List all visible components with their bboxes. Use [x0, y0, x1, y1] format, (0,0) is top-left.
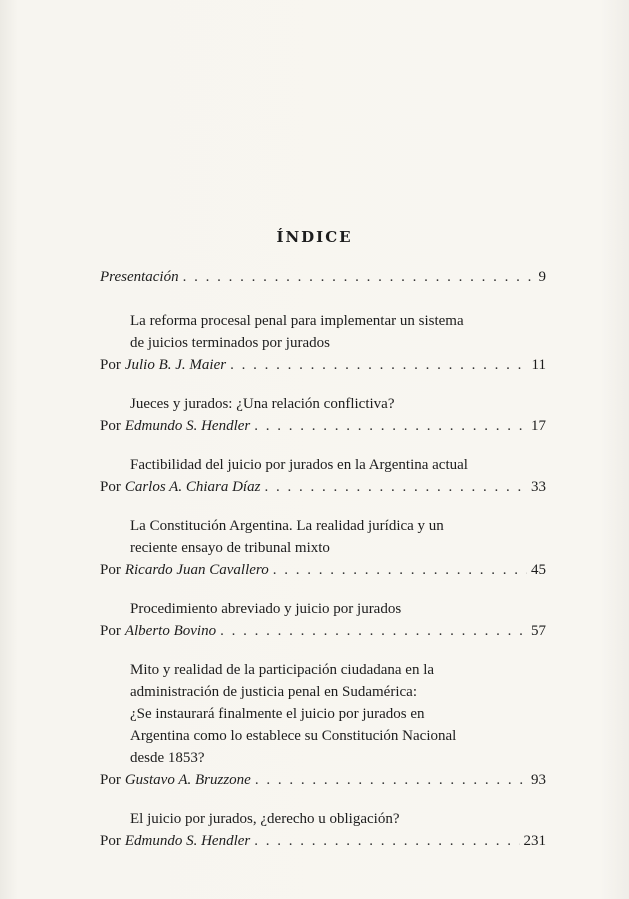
toc-entry	[100, 808, 546, 852]
article-title-line: La Constitución Argentina. La realidad jurídica y un	[130, 518, 444, 534]
leader-dots	[254, 830, 519, 852]
leader-dots	[230, 354, 527, 376]
article-title-line: La reforma procesal penal para implementar un sistema	[130, 313, 464, 329]
page-number: 17	[531, 418, 546, 434]
article-title-line: Jueces y jurados: ¿Una relación conflictiva?	[130, 396, 395, 412]
toc-entry	[100, 393, 546, 437]
page-title: ÍNDICE	[276, 228, 353, 246]
toc-entry	[100, 515, 546, 581]
page-number: 45	[531, 562, 546, 578]
leader-dots	[264, 476, 527, 498]
page-number: 57	[531, 623, 546, 639]
presentation-label: Presentación	[100, 269, 179, 285]
author-prefix: Por	[100, 833, 121, 849]
author-name: Gustavo A. Bruzzone	[124, 772, 251, 788]
leader-dots	[183, 266, 535, 288]
leader-dots	[254, 415, 527, 437]
page-number: 231	[523, 833, 546, 849]
article-title-line: reciente ensayo de tribunal mixto	[130, 540, 330, 556]
leader-dots	[220, 620, 527, 642]
table-of-contents	[100, 266, 546, 852]
author-prefix: Por	[100, 562, 121, 578]
article-title-line: desde 1853?	[130, 750, 205, 766]
article-title-line: administración de justicia penal en Sudamérica:	[130, 684, 417, 700]
author-prefix: Por	[100, 418, 121, 434]
page-number: 11	[531, 357, 546, 373]
article-title-line: de juicios terminados por jurados	[130, 335, 330, 351]
article-title-line: Mito y realidad de la participación ciudadana en la	[130, 662, 435, 678]
article-title-line: Argentina como lo establece su Constitución Nacional	[130, 728, 457, 744]
author-prefix: Por	[100, 357, 121, 373]
author-name: Carlos A. Chiara Díaz	[124, 479, 261, 495]
article-title-line: Procedimiento abreviado y juicio por jurados	[130, 601, 402, 617]
page-number: 9	[538, 269, 546, 285]
leader-dots	[273, 559, 527, 581]
author-name: Ricardo Juan Cavallero	[124, 562, 269, 578]
toc-entry-presentation	[100, 266, 546, 288]
author-name: Edmundo S. Hendler	[124, 418, 251, 434]
toc-entry	[100, 310, 546, 376]
toc-entry	[100, 598, 546, 642]
author-name: Alberto Bovino	[124, 623, 217, 639]
leader-dots	[255, 769, 527, 791]
toc-entry	[100, 454, 546, 498]
author-prefix: Por	[100, 479, 121, 495]
author-prefix: Por	[100, 623, 121, 639]
author-name: Julio B. J. Maier	[124, 357, 227, 373]
toc-entry	[100, 659, 546, 791]
article-title-line: ¿Se instaurará finalmente el juicio por jurados en	[130, 706, 425, 722]
article-title-line: El juicio por jurados, ¿derecho u obligación?	[130, 811, 400, 827]
article-title-line: Factibilidad del juicio por jurados en la Argentina actual	[130, 457, 468, 473]
page-number: 93	[531, 772, 546, 788]
author-name: Edmundo S. Hendler	[124, 833, 251, 849]
author-prefix: Por	[100, 772, 121, 788]
page-number: 33	[531, 479, 546, 495]
